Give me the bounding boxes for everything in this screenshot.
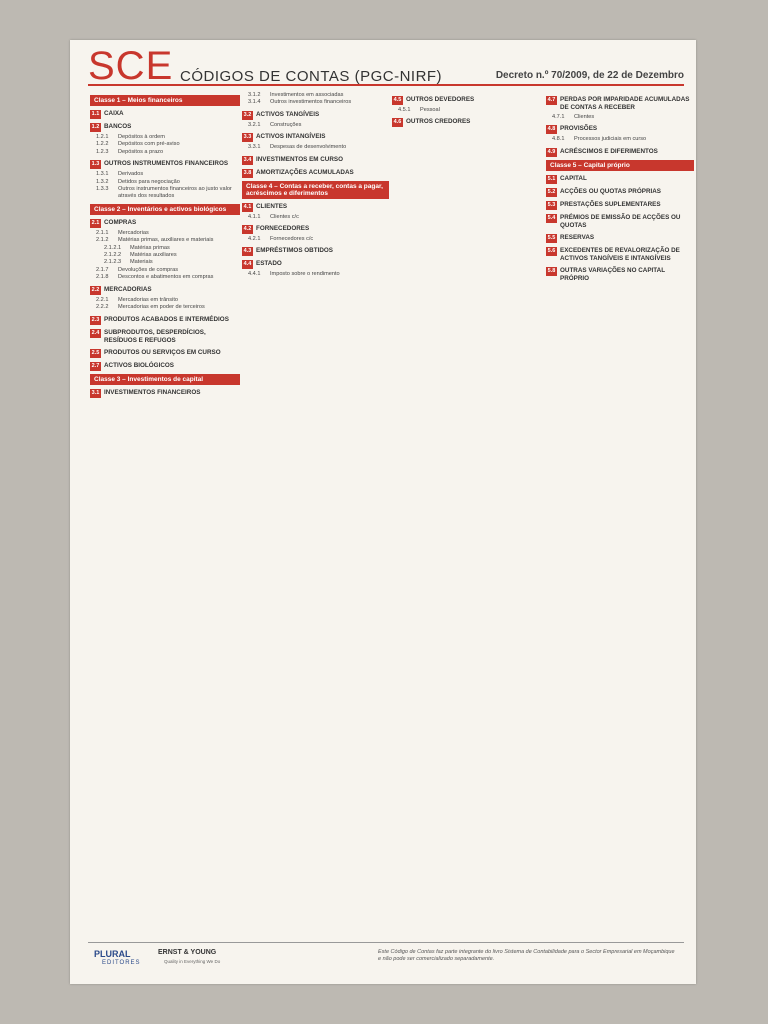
account-group: 2.7 ACTIVOS BIOLÓGICOS — [91, 361, 174, 369]
account-line: 4.4.1 Imposto sobre o rendimento — [248, 271, 340, 278]
page-footer — [88, 942, 684, 979]
account-line: 2.1.2.2 Matérias auxiliares — [104, 252, 177, 259]
account-line: 4.8.1 Processos judiciais em curso — [552, 136, 647, 143]
account-group: 3.8 AMORTIZAÇÕES ACUMULADAS — [243, 168, 354, 176]
account-line: 1.2.3 Depósitos a prazo — [96, 148, 164, 155]
account-group: 3.2 ACTIVOS TANGÍVEIS — [243, 110, 320, 118]
account-group: 1.1 CAIXA — [91, 110, 124, 117]
account-group: 5.6 EXCEDENTES DE REVALORIZAÇÃO DE ACTIVOS TANGÍVEIS E INTANGÍVEIS — [547, 246, 680, 262]
column-1 — [90, 92, 240, 400]
account-line: 2.2.2 Mercadorias em poder de terceiros — [96, 304, 205, 311]
decree-reference: Decreto n.º 70/2009, de 22 de Dezembro — [495, 70, 684, 81]
column-4 — [546, 92, 694, 285]
account-group: 4.6 OUTROS CREDORES — [393, 118, 471, 126]
class-band: Classe 4 – Contas a receber, contas a pagar, acréscimos e diferimentos — [242, 181, 389, 199]
account-group: 5.3 PRESTAÇÕES SUPLEMENTARES — [547, 200, 661, 208]
account-group: 1.2 BANCOS — [91, 123, 132, 130]
account-line: 2.1.8 Descontos e abatimentos em compras — [96, 274, 214, 281]
brand-logo: SCE — [88, 44, 174, 88]
account-line: 3.2.1 Construções — [248, 121, 302, 128]
account-group: 4.4 ESTADO — [243, 260, 282, 268]
account-line: 1.3.2 Detidos para negociação — [96, 178, 180, 185]
plural-logo: PLURAL — [94, 949, 131, 959]
account-group: 5.4 PRÉMIOS DE EMISSÃO DE ACÇÕES OU QUOTAS — [547, 213, 681, 229]
account-group: 4.5 OUTROS DEVEDORES — [393, 96, 475, 103]
account-line: 2.2.1 Mercadorias em trânsito — [96, 296, 178, 303]
account-line: 4.7.1 Clientes — [552, 114, 595, 120]
account-group: 5.8 OUTRAS VARIAÇÕES NO CAPITAL PRÓPRIO — [547, 266, 665, 282]
page-title: CÓDIGOS DE CONTAS (PGC-NIRF) — [180, 68, 443, 85]
account-line: 2.1.2.3 Materiais — [104, 259, 153, 266]
account-group: 2.4 SUBPRODUTOS, DESPERDÍCIOS, RESÍDUOS E REFUGOS — [91, 328, 206, 344]
account-line: 1.3.1 Derivados — [96, 171, 144, 178]
document-sheet — [70, 40, 696, 984]
account-line: 3.1.2 Investimentos em associadas — [248, 92, 344, 98]
account-group: 5.5 RESERVAS — [547, 233, 595, 241]
account-group: 4.1 CLIENTES — [243, 202, 288, 210]
account-group: 2.2 MERCADORIAS — [91, 285, 152, 293]
account-group: 5.2 ACÇÕES OU QUOTAS PRÓPRIAS — [547, 187, 661, 195]
account-group: 4.3 EMPRÉSTIMOS OBTIDOS — [243, 247, 333, 255]
ernst-young-tagline: Quality in Everything We Do — [164, 959, 221, 964]
account-group: 1.3 OUTROS INSTRUMENTOS FINANCEIROS — [91, 160, 229, 168]
account-line: 4.5.1 Pessoal — [398, 107, 440, 113]
ernst-young-logo: ERNST & YOUNG — [158, 949, 217, 956]
account-group: 4.9 ACRÉSCIMOS E DIFERIMENTOS — [547, 147, 658, 155]
class-band: Classe 2 – Inventários e activos biológicos — [90, 204, 240, 215]
account-line: 3.1.4 Outros investimentos financeiros — [248, 99, 352, 106]
footer-note: Este Código de Contas faz parte integrante do livro Sistema de Contabilidade para o Sector Empresarial em Moçambique e não pode ser comercializado separadamente. — [378, 949, 675, 962]
account-group: 4.8 PROVISÕES — [547, 125, 598, 133]
account-group: 3.3 ACTIVOS INTANGÍVEIS — [243, 133, 326, 141]
class-band: Classe 1 – Meios financeiros — [90, 95, 240, 106]
account-line: 1.2.2 Depósitos com pré-aviso — [96, 141, 180, 148]
account-group: 4.2 FORNECEDORES — [243, 225, 310, 233]
account-group: 2.5 PRODUTOS OU SERVIÇOS EM CURSO — [91, 348, 221, 356]
account-group: 5.1 CAPITAL — [547, 174, 587, 182]
account-line: 1.3.3 Outros instrumentos financeiros ao justo valor através dos resultados — [96, 186, 232, 200]
account-group: 3.4 INVESTIMENTOS EM CURSO — [243, 155, 344, 163]
account-line: 3.3.1 Despesas de desenvolvimento — [248, 144, 347, 151]
account-group: 2.1 COMPRAS — [91, 218, 137, 226]
account-line: 2.1.2.1 Matérias primas — [104, 244, 170, 251]
account-line: 2.1.7 Devoluções de compras — [96, 266, 179, 273]
class-band: Classe 5 – Capital próprio — [546, 160, 694, 171]
account-group: 2.3 PRODUTOS ACABADOS E INTERMÉDIOS — [91, 315, 229, 323]
account-line: 2.1.2 Matérias primas, auxiliares e materiais — [96, 237, 214, 244]
account-group: 3.1 INVESTIMENTOS FINANCEIROS — [91, 388, 201, 396]
class-band: Classe 3 – Investimentos de capital — [90, 374, 240, 385]
account-line: 4.1.1 Clientes c/c — [248, 213, 299, 220]
editores-label: EDITORES — [102, 960, 141, 966]
column-2 — [242, 92, 389, 279]
account-line: 2.1.1 Mercadorias — [96, 229, 149, 236]
account-line: 1.2.1 Depósitos à ordem — [96, 134, 165, 140]
account-group: 4.7 PERDAS POR IMPARIDADE ACUMULADAS DE CONTAS A RECEBER — [547, 96, 690, 111]
page-header — [88, 46, 684, 86]
account-line: 4.2.1 Fornecedores c/c — [248, 236, 314, 243]
column-3 — [392, 92, 540, 129]
